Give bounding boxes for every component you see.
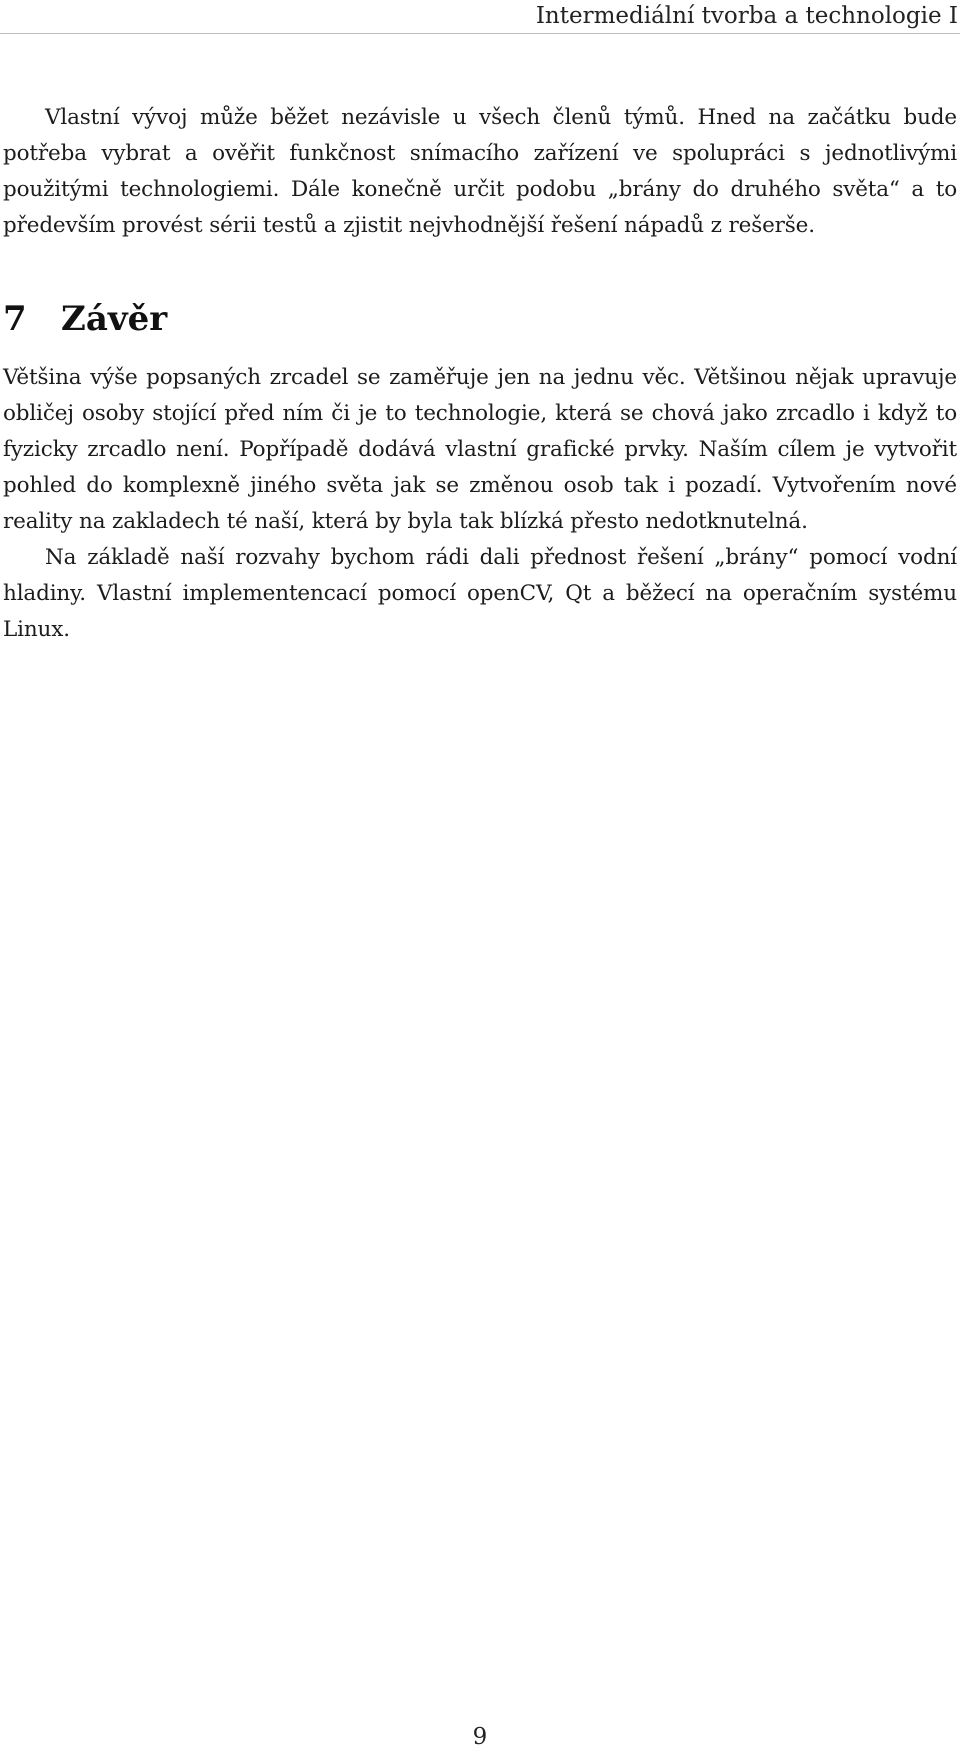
- page-content: [3, 100, 957, 648]
- page-number: 9: [472, 1724, 488, 1750]
- paragraph-conclusion-2: Na základě naší rozvahy bychom rádi dali přednost řešení „brány“ pomocí vodní hladiny. Vlastní implementencací pomocí openCV, Qt a běžecí na operačním systému Linux.: [3, 545, 957, 642]
- section-title: Závěr: [61, 299, 168, 339]
- running-header: [0, 0, 960, 34]
- running-header-title: Intermediální tvorba a technologie I: [535, 3, 958, 29]
- paragraph-conclusion-1: Většina výše popsaných zrcadel se zaměřuje jen na jednu věc. Většinou nějak upravuje obličej osoby stojící před ním či je to technologie, která se chová jako zrcadlo i když to fyzicky zrcadlo není. Popřípadě dodává vlastní grafické prvky. Naším cílem je vytvořit pohled do komplexně jiného světa jak se změnou osob tak i pozadí. Vytvořením nové reality na zakladech té naší, která by byla tak blízká přesto nedotknutelná.: [3, 365, 957, 534]
- paragraph-intro: Vlastní vývoj může běžet nezávisle u všech členů týmů. Hned na začátku bude potřeba vybrat a ověřit funkčnost snímacího zařízení ve spolupráci s jednotlivými použitými technologiemi. Dále konečně určit podobu „brány do druhého světa“ a to především provést sérii testů a zjistit nejvhodnější řešení nápadů z rešerše.: [3, 105, 957, 238]
- section-number: 7: [3, 299, 27, 339]
- section-heading: [3, 294, 957, 360]
